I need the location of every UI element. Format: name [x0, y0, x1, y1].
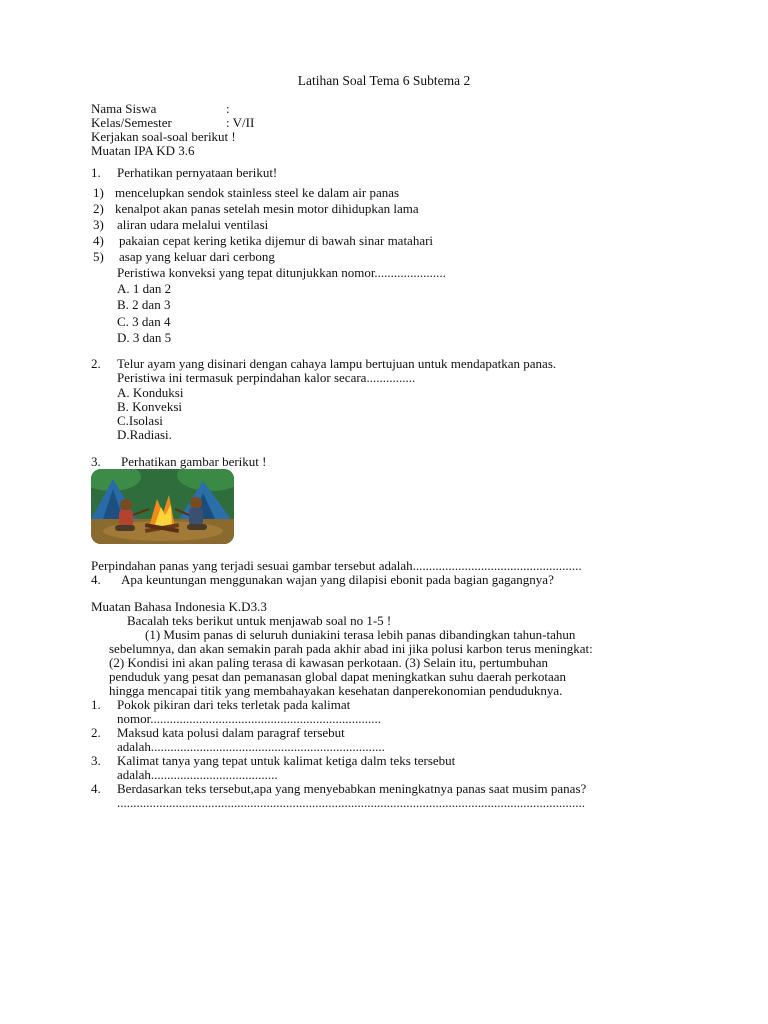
- bi-q-line2: adalah.......................................: [117, 767, 278, 782]
- q1-option-d: D. 3 dan 5: [117, 330, 172, 345]
- q4-text: Apa keuntungan menggunakan wajan yang dilapisi ebonit pada bagian gagangnya?: [121, 572, 554, 587]
- q1-stmt-num: 5): [93, 249, 104, 264]
- bahasa-instruction: Bacalah teks berikut untuk menjawab soal no 1-5 !: [127, 613, 392, 628]
- q1-stmt-text: aliran udara melalui ventilasi: [117, 217, 269, 232]
- passage-line: (2) Kondisi ini akan paling terasa di kawasan perkotaan. (3) Selain itu, pertumbuhan: [109, 655, 548, 670]
- q2-line2: Peristiwa ini termasuk perpindahan kalor secara...............: [117, 370, 416, 385]
- q1-option-b: B. 2 dan 3: [117, 297, 171, 312]
- passage-line: sebelumnya, dan akan semakin parah pada akhir abad ini jika polusi karbon terus meningkat:: [109, 641, 593, 656]
- q1-option-c: C. 3 dan 4: [117, 314, 171, 329]
- subject-ipa: Muatan IPA KD 3.6: [91, 143, 195, 158]
- page-title: Latihan Soal Tema 6 Subtema 2: [297, 73, 471, 88]
- campfire-illustration: [91, 469, 234, 544]
- bi-q-line2: nomor.......................................................................: [117, 711, 381, 726]
- q3-prompt: Perhatikan gambar berikut !: [121, 454, 267, 469]
- bi-q-line2: adalah........................................................................: [117, 739, 385, 754]
- bahasa-heading: Muatan Bahasa Indonesia K.D3.3: [91, 599, 267, 614]
- instruction: Kerjakan soal-soal berikut !: [91, 129, 236, 144]
- q1-stmt-text: kenalpot akan panas setelah mesin motor dihidupkan lama: [115, 201, 419, 216]
- bi-q-number: 4.: [91, 781, 101, 796]
- bi-q-line2: ................................................................................................................................................: [117, 795, 585, 810]
- q1-stmt-num: 4): [93, 233, 104, 248]
- q1-question: Peristiwa konveksi yang tepat ditunjukkan nomor......................: [117, 265, 446, 280]
- passage-line: penduduk yang pesat dan pemanasan global dapat meningkatkan suhu daerah perkotaan: [109, 669, 567, 684]
- bi-q-line1: Berdasarkan teks tersebut,apa yang menyebabkan meningkatnya panas saat musim panas?: [117, 781, 587, 796]
- q2-option-c: C.Isolasi: [117, 413, 163, 428]
- q3-question: Perpindahan panas yang terjadi sesuai gambar tersebut adalah....................................................: [91, 558, 582, 573]
- bi-q-line1: Maksud kata polusi dalam paragraf tersebut: [117, 725, 345, 740]
- q1-stmt-num: 2): [93, 201, 104, 216]
- q3-number: 3.: [91, 454, 101, 469]
- q1-stmt-num: 1): [93, 185, 104, 200]
- bi-q-number: 1.: [91, 697, 101, 712]
- q4-number: 4.: [91, 572, 101, 587]
- q1-stmt-num: 3): [93, 217, 104, 232]
- q1-option-a: A. 1 dan 2: [117, 281, 172, 296]
- bi-q-number: 3.: [91, 753, 101, 768]
- q2-option-a: A. Konduksi: [117, 385, 184, 400]
- nama-value: :: [226, 101, 230, 116]
- bi-q-line1: Kalimat tanya yang tepat untuk kalimat ketiga dalm teks tersebut: [117, 753, 456, 768]
- q1-number: 1.: [91, 165, 101, 180]
- passage-line: (1) Musim panas di seluruh duniakini terasa lebih panas dibandingkan tahun-tahun: [145, 627, 576, 642]
- kelas-label: Kelas/Semester: [91, 115, 172, 130]
- passage-line: hingga mencapai titik yang membahayakan kesehatan danperekonomian penduduknya.: [109, 683, 563, 698]
- q1-stmt-text: asap yang keluar dari cerbong: [119, 249, 275, 264]
- nama-label: Nama Siswa: [91, 101, 157, 116]
- q2-option-b: B. Konveksi: [117, 399, 182, 414]
- q1-stmt-text: pakaian cepat kering ketika dijemur di bawah sinar matahari: [119, 233, 434, 248]
- q2-option-d: D.Radiasi.: [117, 427, 172, 442]
- bi-q-number: 2.: [91, 725, 101, 740]
- q2-number: 2.: [91, 356, 101, 371]
- q1-stmt-text: mencelupkan sendok stainless steel ke dalam air panas: [115, 185, 400, 200]
- q1-prompt: Perhatikan pernyataan berikut!: [117, 165, 278, 180]
- q2-line1: Telur ayam yang disinari dengan cahaya lampu bertujuan untuk mendapatkan panas.: [117, 356, 557, 371]
- kelas-value: : V/II: [226, 115, 255, 130]
- bi-q-line1: Pokok pikiran dari teks terletak pada kalimat: [117, 697, 351, 712]
